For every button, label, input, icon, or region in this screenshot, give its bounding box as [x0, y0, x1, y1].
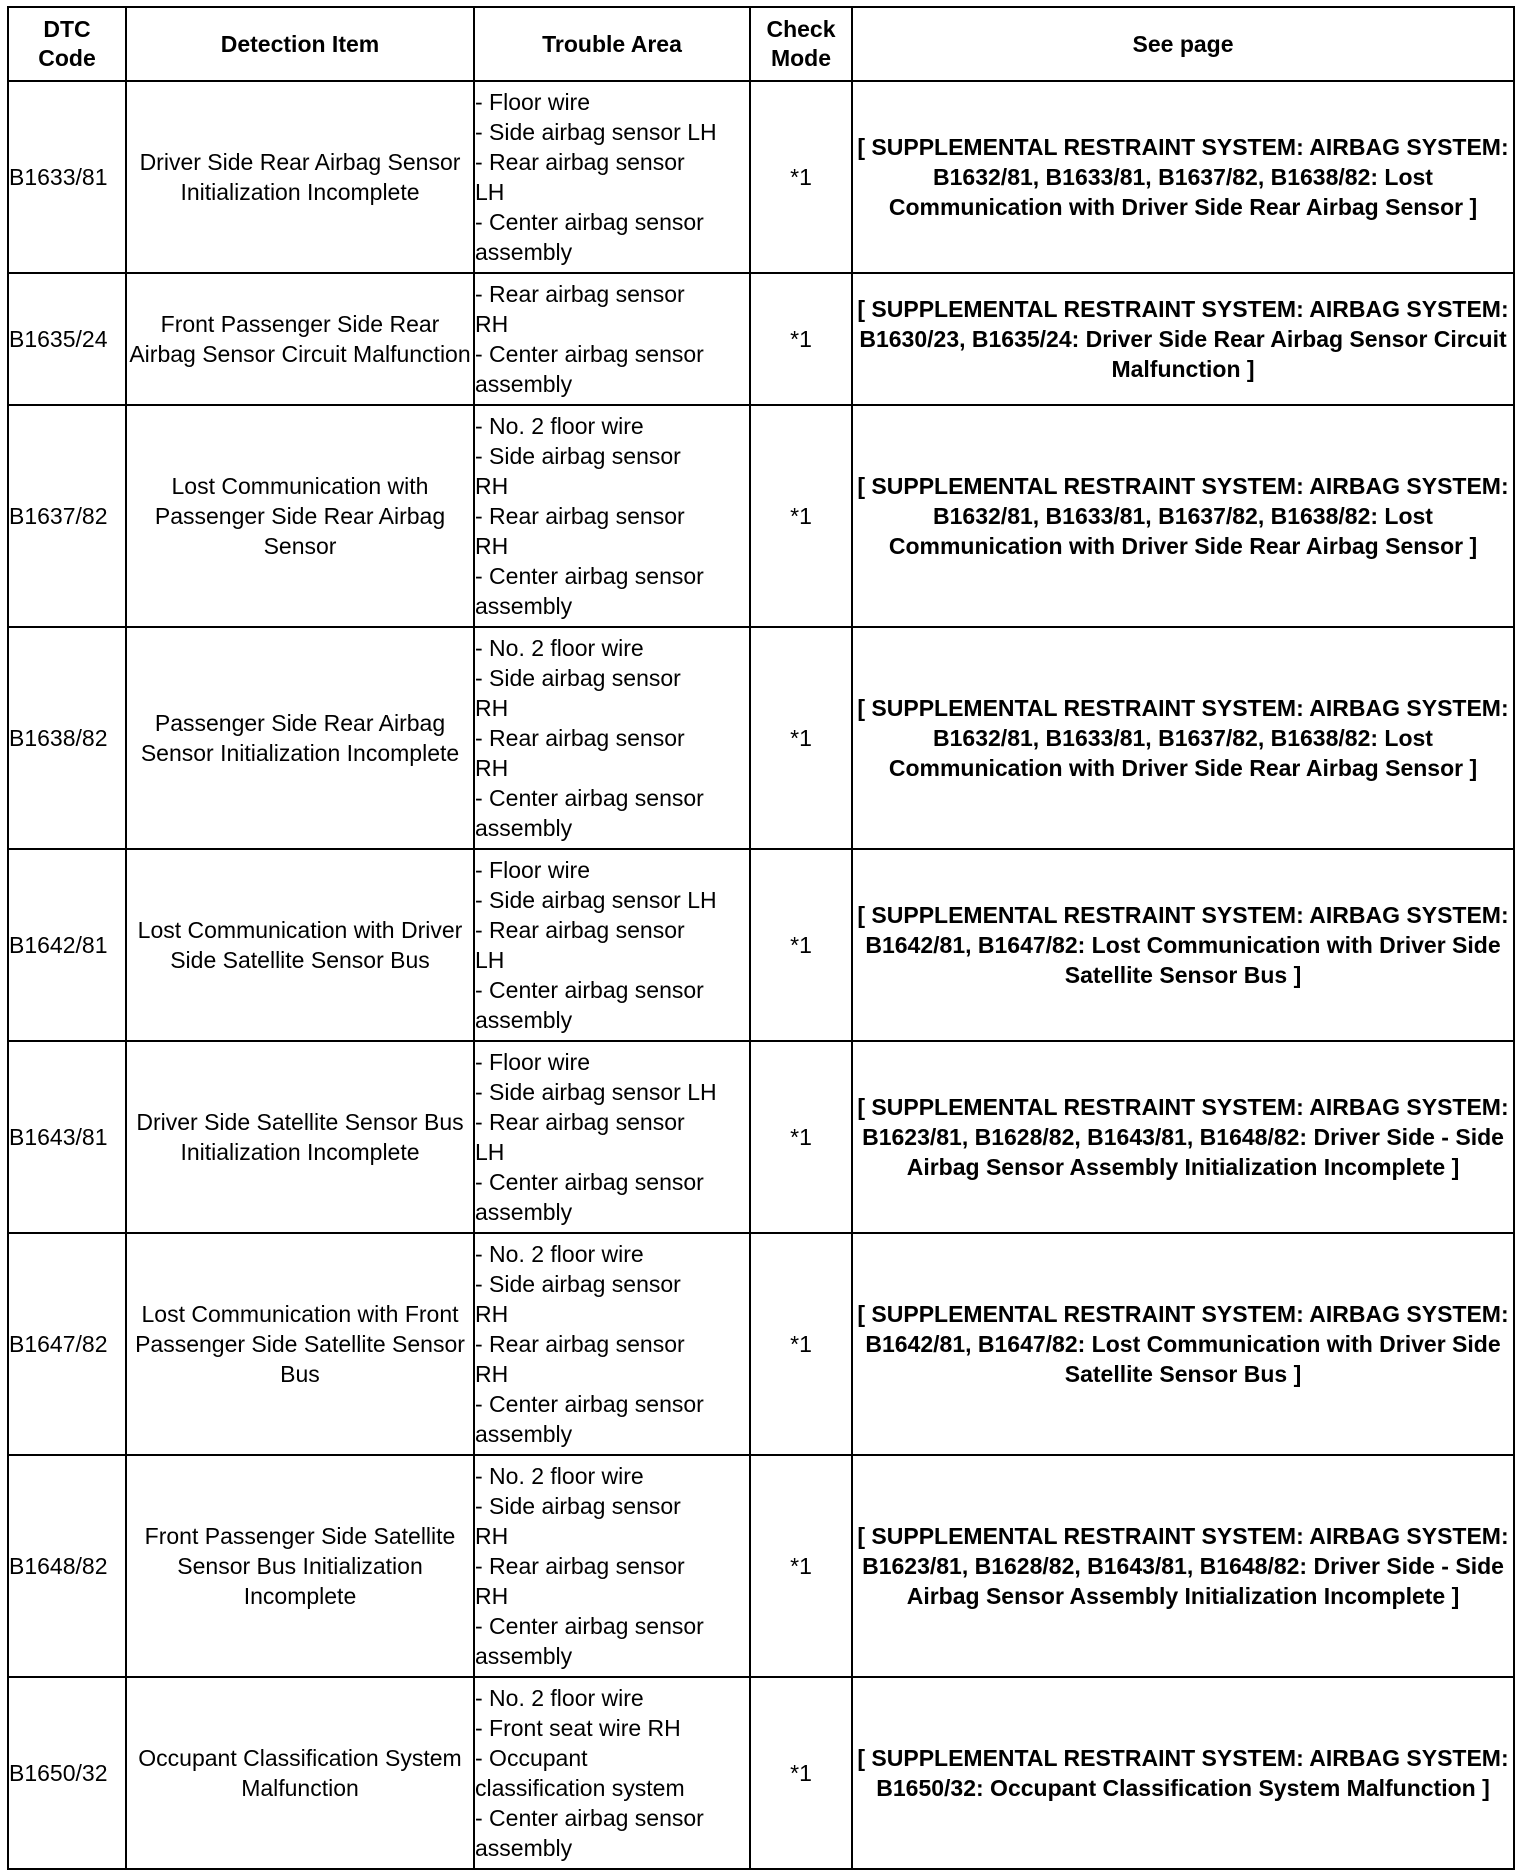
- trouble-area-line: - Side airbag sensor LH: [475, 1079, 717, 1105]
- detection-item-cell: Lost Communication with Front Passenger Side Satellite Sensor Bus: [126, 1233, 474, 1455]
- header-check-mode-line1: Check: [766, 16, 836, 42]
- trouble-area-line: RH: [475, 1361, 509, 1387]
- trouble-area-cell: [474, 1455, 750, 1677]
- check-mode-cell: *1: [750, 1677, 852, 1869]
- trouble-area-line: RH: [475, 533, 509, 559]
- trouble-area-line: - Side airbag sensor LH: [475, 119, 717, 145]
- check-mode-cell: *1: [750, 627, 852, 849]
- dtc-code-cell: B1647/82: [8, 1233, 126, 1455]
- trouble-area-line: LH: [475, 1139, 505, 1165]
- detection-item-cell: Front Passenger Side Rear Airbag Sensor Circuit Malfunction: [126, 273, 474, 405]
- trouble-area-line: LH: [475, 947, 505, 973]
- trouble-area-line: - Floor wire: [475, 89, 591, 115]
- trouble-area-line: - Rear airbag sensor: [475, 917, 685, 943]
- trouble-area-line: RH: [475, 473, 509, 499]
- trouble-area-line: - Center airbag sensor: [475, 1613, 704, 1639]
- check-mode-cell: *1: [750, 273, 852, 405]
- trouble-area-line: - Center airbag sensor: [475, 977, 704, 1003]
- header-trouble-area: Trouble Area: [474, 7, 750, 81]
- trouble-area-line: assembly: [475, 239, 573, 265]
- trouble-area-line: LH: [475, 179, 505, 205]
- trouble-area-cell: [474, 849, 750, 1041]
- trouble-area-line: assembly: [475, 1643, 573, 1669]
- trouble-area-line: assembly: [475, 1199, 573, 1225]
- header-row: [8, 7, 1514, 81]
- trouble-area-line: assembly: [475, 1007, 573, 1033]
- trouble-area-cell: [474, 81, 750, 273]
- trouble-area-line: - Floor wire: [475, 857, 591, 883]
- check-mode-cell: *1: [750, 405, 852, 627]
- trouble-area-line: classification system: [475, 1775, 685, 1801]
- detection-item-cell: Lost Communication with Driver Side Satellite Sensor Bus: [126, 849, 474, 1041]
- table-row: [8, 849, 1514, 1041]
- trouble-area-line: - Center airbag sensor: [475, 563, 704, 589]
- trouble-area-line: - Side airbag sensor: [475, 1271, 681, 1297]
- dtc-code-cell: B1633/81: [8, 81, 126, 273]
- see-page-link: [ SUPPLEMENTAL RESTRAINT SYSTEM: AIRBAG SYSTEM: B1623/81, B1628/82, B1643/81, B1648/82: Driver Side - Side Airbag Sensor Assembly Initialization Incomplete ]: [852, 1041, 1514, 1233]
- trouble-area-cell: [474, 1041, 750, 1233]
- header-detection-item: Detection Item: [126, 7, 474, 81]
- trouble-area-cell: [474, 627, 750, 849]
- trouble-area-line: - No. 2 floor wire: [475, 1463, 644, 1489]
- table-row: [8, 1233, 1514, 1455]
- table-row: [8, 405, 1514, 627]
- trouble-area-line: - No. 2 floor wire: [475, 1685, 644, 1711]
- detection-item-cell: Driver Side Satellite Sensor Bus Initialization Incomplete: [126, 1041, 474, 1233]
- trouble-area-line: - Side airbag sensor LH: [475, 887, 717, 913]
- see-page-link: [ SUPPLEMENTAL RESTRAINT SYSTEM: AIRBAG SYSTEM: B1632/81, B1633/81, B1637/82, B1638/82: Lost Communication with Driver Side Rear Airbag Sensor ]: [852, 405, 1514, 627]
- trouble-area-line: assembly: [475, 1421, 573, 1447]
- header-dtc-code-line1: DTC: [43, 16, 91, 42]
- trouble-area-line: - Rear airbag sensor: [475, 149, 685, 175]
- trouble-area-line: - Rear airbag sensor: [475, 1331, 685, 1357]
- trouble-area-line: - No. 2 floor wire: [475, 635, 644, 661]
- dtc-code-cell: B1643/81: [8, 1041, 126, 1233]
- trouble-area-line: assembly: [475, 371, 573, 397]
- trouble-area-line: - Rear airbag sensor: [475, 725, 685, 751]
- trouble-area-line: RH: [475, 311, 509, 337]
- see-page-link: [ SUPPLEMENTAL RESTRAINT SYSTEM: AIRBAG SYSTEM: B1632/81, B1633/81, B1637/82, B1638/82: Lost Communication with Driver Side Rear Airbag Sensor ]: [852, 81, 1514, 273]
- see-page-link: [ SUPPLEMENTAL RESTRAINT SYSTEM: AIRBAG SYSTEM: B1632/81, B1633/81, B1637/82, B1638/82: Lost Communication with Driver Side Rear Airbag Sensor ]: [852, 627, 1514, 849]
- header-check-mode: [750, 7, 852, 81]
- trouble-area-line: - Floor wire: [475, 1049, 591, 1075]
- header-dtc-code-line2: Code: [38, 45, 96, 71]
- trouble-area-line: - No. 2 floor wire: [475, 413, 644, 439]
- table-row: [8, 273, 1514, 405]
- detection-item-cell: Passenger Side Rear Airbag Sensor Initialization Incomplete: [126, 627, 474, 849]
- trouble-area-line: RH: [475, 1523, 509, 1549]
- see-page-link: [ SUPPLEMENTAL RESTRAINT SYSTEM: AIRBAG SYSTEM: B1650/32: Occupant Classification System Malfunction ]: [852, 1677, 1514, 1869]
- trouble-area-line: RH: [475, 1301, 509, 1327]
- trouble-area-line: - Rear airbag sensor: [475, 1553, 685, 1579]
- trouble-area-cell: [474, 1233, 750, 1455]
- trouble-area-line: assembly: [475, 1835, 573, 1861]
- table-row: [8, 627, 1514, 849]
- trouble-area-line: - Center airbag sensor: [475, 1169, 704, 1195]
- trouble-area-line: - Rear airbag sensor: [475, 1109, 685, 1135]
- dtc-table: [7, 6, 1515, 1870]
- trouble-area-cell: [474, 405, 750, 627]
- dtc-code-cell: B1635/24: [8, 273, 126, 405]
- table-row: [8, 1677, 1514, 1869]
- check-mode-cell: *1: [750, 1455, 852, 1677]
- trouble-area-line: - Side airbag sensor: [475, 1493, 681, 1519]
- see-page-link: [ SUPPLEMENTAL RESTRAINT SYSTEM: AIRBAG SYSTEM: B1642/81, B1647/82: Lost Communication with Driver Side Satellite Sensor Bus ]: [852, 849, 1514, 1041]
- dtc-code-cell: B1650/32: [8, 1677, 126, 1869]
- trouble-area-line: - Rear airbag sensor: [475, 281, 685, 307]
- see-page-link: [ SUPPLEMENTAL RESTRAINT SYSTEM: AIRBAG SYSTEM: B1642/81, B1647/82: Lost Communication with Driver Side Satellite Sensor Bus ]: [852, 1233, 1514, 1455]
- see-page-link: [ SUPPLEMENTAL RESTRAINT SYSTEM: AIRBAG SYSTEM: B1630/23, B1635/24: Driver Side Rear Airbag Sensor Circuit Malfunction ]: [852, 273, 1514, 405]
- detection-item-cell: Occupant Classification System Malfunction: [126, 1677, 474, 1869]
- dtc-code-cell: B1638/82: [8, 627, 126, 849]
- trouble-area-cell: [474, 273, 750, 405]
- detection-item-cell: Lost Communication with Passenger Side Rear Airbag Sensor: [126, 405, 474, 627]
- trouble-area-line: - No. 2 floor wire: [475, 1241, 644, 1267]
- header-see-page: See page: [852, 7, 1514, 81]
- trouble-area-line: - Center airbag sensor: [475, 341, 704, 367]
- trouble-area-line: - Center airbag sensor: [475, 1391, 704, 1417]
- trouble-area-cell: [474, 1677, 750, 1869]
- detection-item-cell: Front Passenger Side Satellite Sensor Bus Initialization Incomplete: [126, 1455, 474, 1677]
- trouble-area-line: RH: [475, 695, 509, 721]
- trouble-area-line: - Occupant: [475, 1745, 588, 1771]
- trouble-area-line: - Center airbag sensor: [475, 1805, 704, 1831]
- check-mode-cell: *1: [750, 81, 852, 273]
- trouble-area-line: assembly: [475, 815, 573, 841]
- dtc-table-container: [7, 6, 1515, 1870]
- trouble-area-line: assembly: [475, 593, 573, 619]
- trouble-area-line: RH: [475, 755, 509, 781]
- trouble-area-line: - Side airbag sensor: [475, 443, 681, 469]
- trouble-area-line: RH: [475, 1583, 509, 1609]
- trouble-area-line: - Center airbag sensor: [475, 209, 704, 235]
- trouble-area-line: - Front seat wire RH: [475, 1715, 681, 1741]
- dtc-code-cell: B1637/82: [8, 405, 126, 627]
- check-mode-cell: *1: [750, 1041, 852, 1233]
- see-page-link: [ SUPPLEMENTAL RESTRAINT SYSTEM: AIRBAG SYSTEM: B1623/81, B1628/82, B1643/81, B1648/82: Driver Side - Side Airbag Sensor Assembly Initialization Incomplete ]: [852, 1455, 1514, 1677]
- dtc-code-cell: B1642/81: [8, 849, 126, 1041]
- table-row: [8, 1455, 1514, 1677]
- check-mode-cell: *1: [750, 1233, 852, 1455]
- header-dtc-code: [8, 7, 126, 81]
- check-mode-cell: *1: [750, 849, 852, 1041]
- dtc-code-cell: B1648/82: [8, 1455, 126, 1677]
- header-check-mode-line2: Mode: [770, 45, 832, 71]
- detection-item-cell: Driver Side Rear Airbag Sensor Initialization Incomplete: [126, 81, 474, 273]
- trouble-area-line: - Center airbag sensor: [475, 785, 704, 811]
- table-row: [8, 1041, 1514, 1233]
- table-row: [8, 81, 1514, 273]
- trouble-area-line: - Side airbag sensor: [475, 665, 681, 691]
- trouble-area-line: - Rear airbag sensor: [475, 503, 685, 529]
